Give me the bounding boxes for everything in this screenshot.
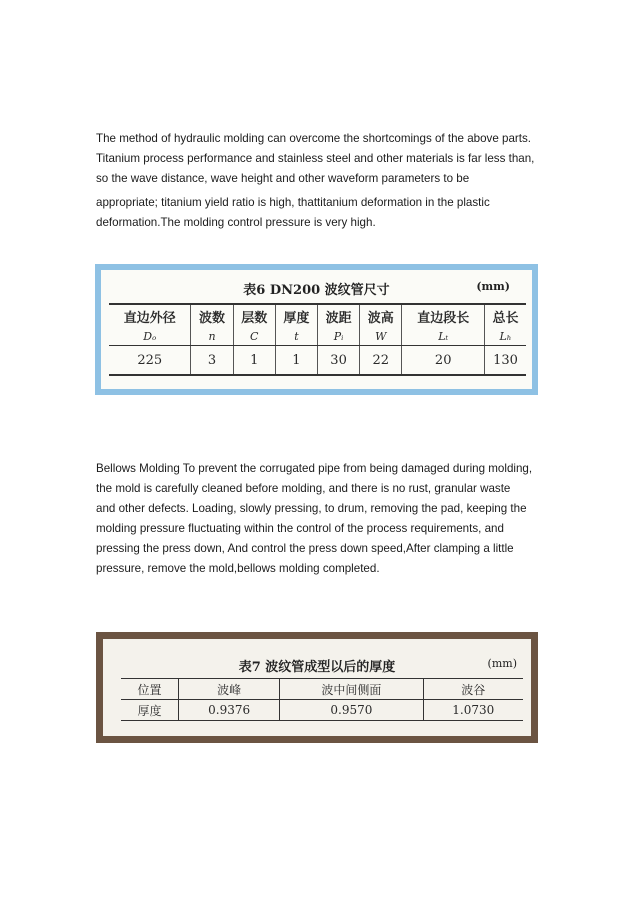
text-line: Bellows Molding To prevent the corrugated pipe from being damaged during molding, (96, 462, 533, 475)
table6-header: 直边外径 (109, 304, 191, 327)
table7-value-row (121, 700, 523, 721)
text-line: pressing the press down, And control the press down speed,After clamping a little (96, 542, 514, 555)
table6-symbol: W (360, 327, 402, 346)
text-line: and other defects. Loading, slowly pressing, to drum, removing the pad, keeping the (96, 502, 527, 515)
text-line: molding pressure fluctuating within the control of the process requirements, and (96, 522, 504, 535)
text-line: Titanium process performance and stainless steel and other materials is far less than, (96, 152, 535, 165)
table7-caption (103, 656, 531, 674)
table6-symbol: Dₒ (109, 327, 191, 346)
table7-cell: 1.0730 (423, 700, 523, 721)
text-line: pressure, remove the mold,bellows molding completed. (96, 562, 380, 575)
table7-cell: 0.9570 (280, 700, 423, 721)
table6-value: 20 (402, 346, 485, 376)
paragraph-bellows-molding (96, 459, 556, 579)
table6-unit: (mm) (476, 280, 510, 293)
table6-header: 直边段长 (402, 304, 485, 327)
table7 (121, 678, 523, 721)
table6-symbol-row (109, 327, 526, 346)
table7-header: 位置 (121, 679, 179, 700)
table6-header-row (109, 304, 526, 327)
table6-value: 1 (233, 346, 275, 376)
table7-header-row (121, 679, 523, 700)
table6-header: 厚度 (275, 304, 317, 327)
text-line: The method of hydraulic molding can overcome the shortcomings of the above parts. (96, 132, 531, 145)
table6-symbol: Pᵢ (317, 327, 359, 346)
table6-symbol: Lₕ (485, 327, 526, 346)
table6-value: 30 (317, 346, 359, 376)
table6-header: 层数 (233, 304, 275, 327)
table7-unit: (mm) (487, 657, 517, 670)
table6-value: 3 (191, 346, 233, 376)
table6-title: 表6 DN200 波纹管尺寸 (243, 283, 390, 298)
table6-caption (101, 279, 532, 299)
text-line: appropriate; titanium yield ratio is high, thattitanium deformation in the plastic (96, 196, 490, 209)
table6-image (95, 264, 538, 395)
table6-symbol: Lₜ (402, 327, 485, 346)
table6-header: 波高 (360, 304, 402, 327)
table7-image (96, 632, 538, 743)
table7-title: 表7 波纹管成型以后的厚度 (238, 660, 396, 675)
table6-header: 波数 (191, 304, 233, 327)
table6-value: 130 (485, 346, 526, 376)
table6-value: 225 (109, 346, 191, 376)
table6-symbol: C (233, 327, 275, 346)
table6-header: 波距 (317, 304, 359, 327)
text-line: the mold is carefully cleaned before molding, and there is no rust, granular waste (96, 482, 511, 495)
table6-symbol: n (191, 327, 233, 346)
table6-symbol: t (275, 327, 317, 346)
table6-value-row (109, 346, 526, 376)
paragraph-titanium-yield (96, 193, 556, 233)
table6 (109, 303, 526, 376)
table7-header: 波谷 (423, 679, 523, 700)
table7-cell: 0.9376 (179, 700, 280, 721)
text-line: deformation.The molding control pressure is very high. (96, 216, 376, 229)
paragraph-hydraulic-molding (96, 129, 556, 189)
table7-header: 波峰 (179, 679, 280, 700)
table7-header: 波中间侧面 (280, 679, 423, 700)
table6-value: 1 (275, 346, 317, 376)
table7-cell: 厚度 (121, 700, 179, 721)
text-line: so the wave distance, wave height and other waveform parameters to be (96, 172, 470, 185)
table6-header: 总长 (485, 304, 526, 327)
table6-value: 22 (360, 346, 402, 376)
